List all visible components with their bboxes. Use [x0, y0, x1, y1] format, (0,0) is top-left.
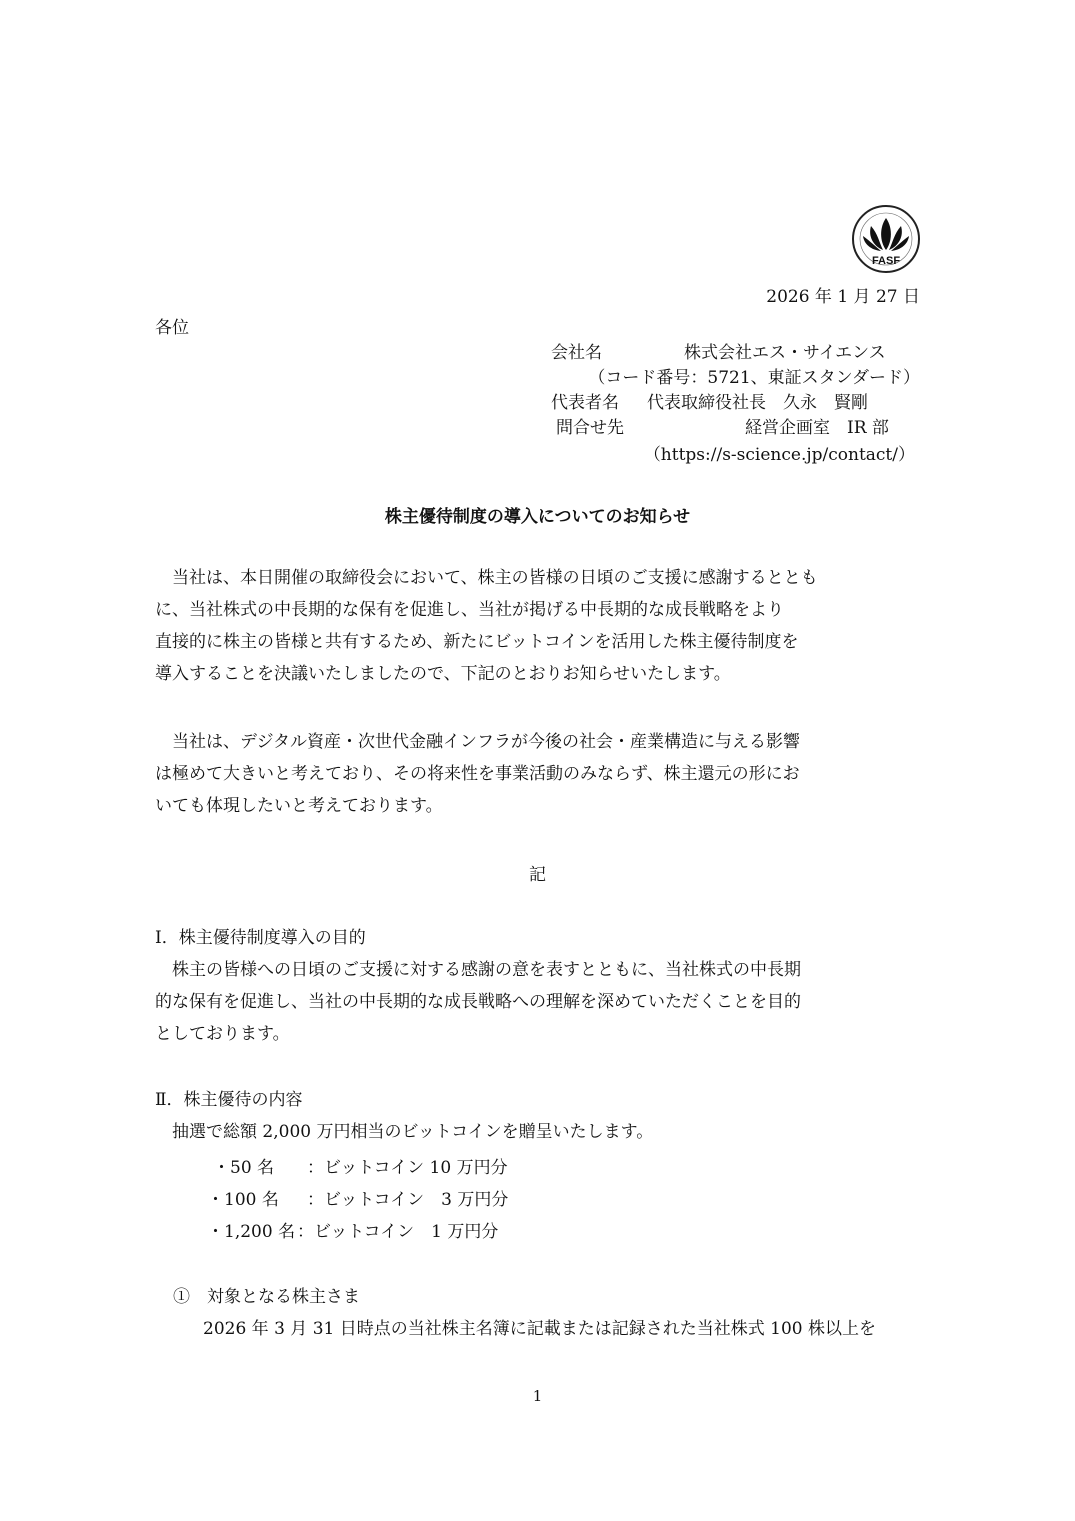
vision-line: いても体現したいと考えております。	[155, 796, 443, 816]
section-line: としております。	[155, 1024, 290, 1044]
contact-value: 経営企画室 IR 部	[745, 418, 889, 438]
reward-value: ：ビットコイン 3 万円分	[307, 1190, 509, 1210]
representative-label: 代表者名	[551, 393, 619, 413]
reward-count: ・50 名	[213, 1158, 275, 1178]
section-intro: 抽選で総額 2,000 万円相当のビットコインを贈呈いたします。	[155, 1122, 654, 1142]
intro-line: に、当社株式の中長期的な保有を促進し、当社が掲げる中長期的な成長戦略をより	[155, 600, 784, 620]
fasf-logo	[851, 204, 921, 274]
intro-line: 当社は、本日開催の取締役会において、株主の皆様の日頃のご支援に感謝するととも	[155, 568, 818, 588]
reward-count: ・100 名	[207, 1190, 279, 1210]
reward-count: ・1,200 名	[207, 1222, 296, 1242]
document-title: 株主優待制度の導入についてのお知らせ	[384, 507, 691, 527]
intro-line: 導入することを決議いたしましたので、下記のとおりお知らせいたします。	[155, 664, 731, 684]
representative-value: 代表取締役社長 久永 賢剛	[647, 393, 868, 413]
ki-marker: 記	[529, 865, 546, 885]
company-name-value: 株式会社エス・サイエンス	[684, 343, 886, 363]
intro-line: 直接的に株主の皆様と共有するため、新たにビットコインを活用した株主優待制度を	[155, 632, 799, 652]
vision-paragraph	[155, 726, 895, 822]
intro-paragraph	[155, 562, 895, 690]
document-date: 2026 年 1 月 27 日	[766, 287, 920, 307]
addressee: 各位	[155, 318, 189, 338]
reward-value: ：ビットコイン 10 万円分	[307, 1158, 508, 1178]
section-purpose	[155, 922, 895, 1050]
section-content	[155, 1084, 895, 1148]
contact-url: （https://s-science.jp/contact/）	[643, 445, 915, 465]
contact-label: 問合せ先	[556, 418, 624, 438]
company-code-line: （コード番号：5721、東証スタンダード）	[588, 368, 920, 388]
sub-heading: ① 対象となる株主さま	[173, 1287, 360, 1307]
vision-line: は極めて大きいと考えており、その将来性を事業活動のみならず、株主還元の形にお	[155, 764, 800, 784]
section-line: 株主の皆様への日頃のご支援に対する感謝の意を表すとともに、当社株式の中長期	[155, 960, 801, 980]
reward-value: ：ビットコイン 1 万円分	[297, 1222, 499, 1242]
section-line: 的な保有を促進し、当社の中長期的な成長戦略への理解を深めていただくことを目的	[155, 992, 801, 1012]
vision-line: 当社は、デジタル資産・次世代金融インフラが今後の社会・産業構造に与える影響	[155, 732, 800, 752]
section-heading: Ⅱ．株主優待の内容	[155, 1090, 303, 1110]
logo-text: FASF	[871, 255, 901, 267]
sub-line: 2026 年 3 月 31 日時点の当社株主名簿に記載または記録された当社株式 100 株以上を	[203, 1319, 876, 1339]
company-name-label: 会社名	[551, 343, 602, 363]
fasf-logo-icon	[851, 204, 921, 274]
section-heading: Ⅰ．株主優待制度導入の目的	[155, 928, 366, 948]
page-number: 1	[532, 1387, 543, 1405]
